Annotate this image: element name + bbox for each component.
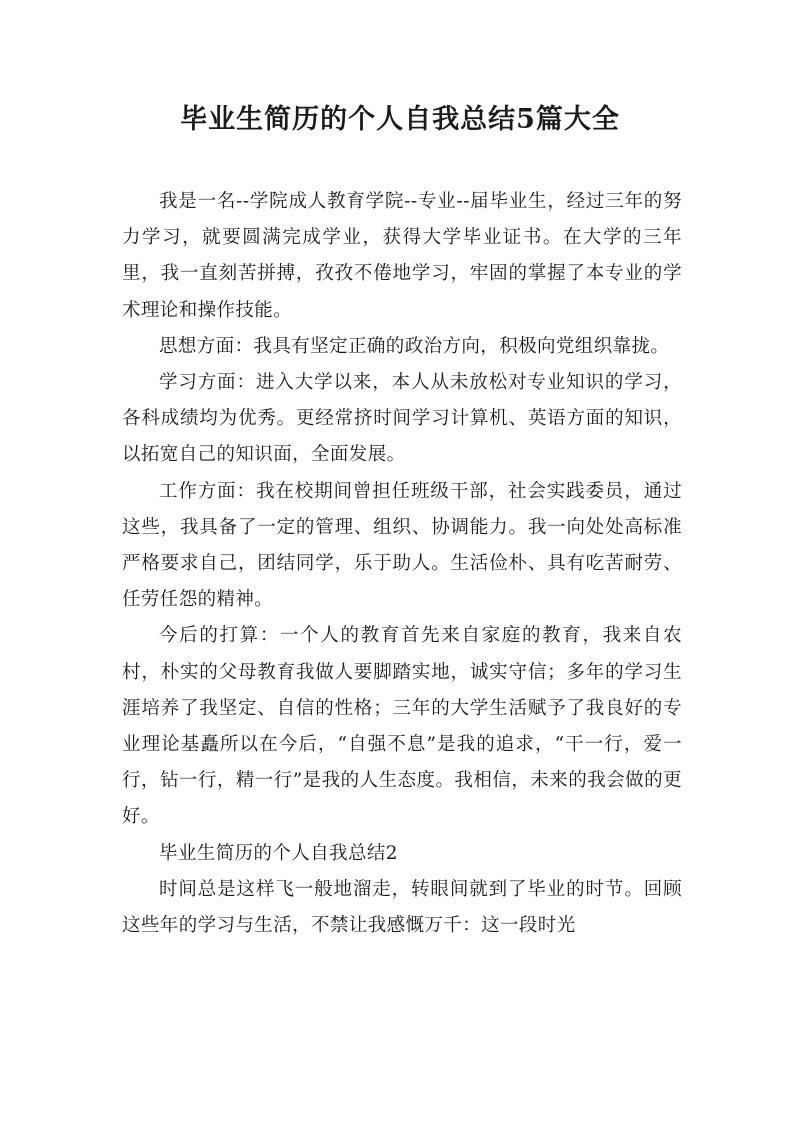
paragraph-thought: 思想方面：我具有坚定正确的政治方向，积极向党组织靠拢。 <box>159 335 670 357</box>
document-title: 毕业生简历的个人自我总结5篇大全 <box>180 104 620 135</box>
paragraph-section-2-start: 时间总是这样飞一般地溜走，转眼间就到了毕业的时节。回顾这些年的学习与生活，不禁让我感慨万千：这一段时光 <box>122 878 682 937</box>
paragraph-plan: 今后的打算：一个人的教育首先来自家庭的教育，我来自农村，朴实的父母教育我做人要脚踏实地，诚实守信；多年的学习生涯培养了我坚定、自信的性格；三年的大学生活赋予了我良好的专业理论基矗所以在今后，“自强不息”是我的追求，“干一行，爱一行，钻一行，精一行”是我的人生态度。我相信，未来的我会做的更好。 <box>122 625 682 828</box>
paragraph-work: 工作方面：我在校期间曾担任班级干部，社会实践委员，通过这些，我具备了一定的管理、组织、协调能力。我一向处处高标准严格要求自己，团结同学，乐于助人。生活俭朴、具有吃苦耐劳、任劳任怨的精神。 <box>122 480 682 611</box>
paragraph-study: 学习方面：进入大学以来，本人从未放松对专业知识的学习，各科成绩均为优秀。更经常挤时间学习计算机、英语方面的知识，以拓宽自己的知识面，全面发展。 <box>122 372 682 466</box>
section-heading-2: 毕业生简历的个人自我总结2 <box>159 842 398 864</box>
document-body <box>122 184 682 944</box>
paragraph-intro: 我是一名--学院成人教育学院--专业--届毕业生，经过三年的努力学习，就要圆满完成学业，获得大学毕业证书。在大学的三年里，我一直刻苦拼搏，孜孜不倦地学习，牢固的掌握了本专业的学术理论和操作技能。 <box>122 191 682 321</box>
